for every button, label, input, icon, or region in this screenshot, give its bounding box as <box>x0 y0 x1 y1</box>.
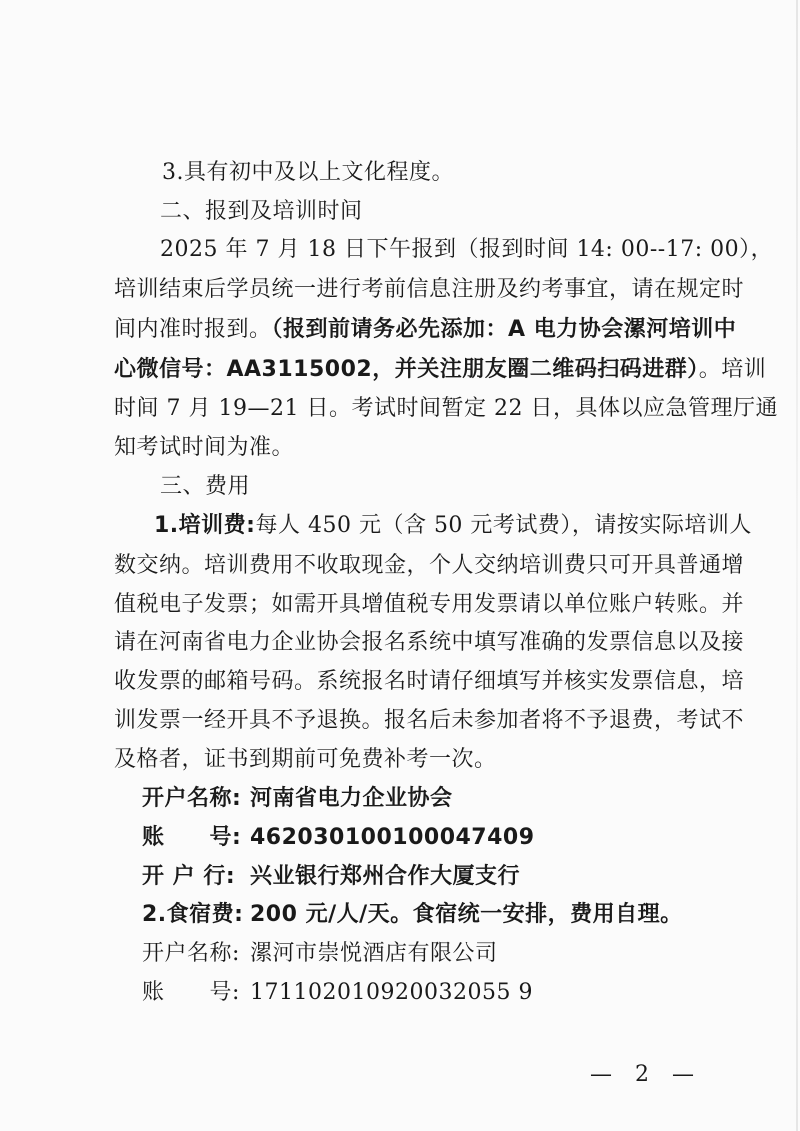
account1-number-label: 账 号: <box>142 825 242 850</box>
board-fee-value: 200 元/人/天。食宿统一安排，费用自理。 <box>250 902 683 927</box>
training-time-line: 时间 7 月 19—21 日。考试时间暂定 22 日，具体以应急管理厅通 <box>114 396 778 421</box>
account2-name-row <box>142 939 498 969</box>
account1-bank-label: 开 户 行: <box>142 864 236 889</box>
account2-name-value: 漯河市崇悦酒店有限公司 <box>250 941 498 966</box>
account1-number-value: 462030100100047409 <box>250 825 535 850</box>
training-fee-line-4: 请在河南省电力企业协会报名系统中填写准确的发票信息以及接 <box>114 630 745 655</box>
registration-paragraph-line-1: 2025 年 7 月 18 日下午报到（报到时间 14: 00--17: 00）， <box>160 237 774 262</box>
account1-bank-row <box>142 862 520 892</box>
board-fee-row <box>142 900 683 930</box>
account1-name-value: 河南省电力企业协会 <box>250 786 453 811</box>
registration-text-normal: 。培训 <box>698 357 767 382</box>
account2-name-label: 开户名称: <box>142 941 240 966</box>
section-heading-registration: 二、报到及培训时间 <box>160 199 363 224</box>
training-fee-line-7: 及格者，证书到期前可免费补考一次。 <box>114 747 497 772</box>
registration-paragraph-line-2: 培训结束后学员统一进行考前信息注册及约考事宜，请在规定时 <box>114 277 745 302</box>
account2-number-label: 账 号: <box>142 980 240 1005</box>
scan-edge-shadow <box>796 0 798 1131</box>
training-fee-label: 1.培训费: <box>154 513 256 538</box>
account1-number-row <box>142 823 535 853</box>
training-fee-line-3: 值税电子发票；如需开具增值税专用发票请以单位账户转账。并 <box>114 592 745 617</box>
account2-number-value: 171102010920032055 9 <box>250 980 533 1005</box>
account1-name-label: 开户名称: <box>142 786 242 811</box>
section-heading-fees: 三、费用 <box>160 474 251 499</box>
training-fee-line-6: 训发票一经开具不予退换。报名后未参加者将不予退费，考试不 <box>114 708 745 733</box>
registration-notice-bold: （报到前请务必先添加：A 电力协会漯河培训中 <box>271 317 737 342</box>
requirement-item-3: 3.具有初中及以上文化程度。 <box>162 160 454 185</box>
training-fee-line-1 <box>154 511 752 541</box>
wechat-notice-bold: 心微信号：AA3115002，并关注朋友圈二维码扫码进群） <box>114 357 699 382</box>
exam-time-line: 知考试时间为准。 <box>114 435 295 460</box>
page-number: — 2 — <box>590 1062 702 1087</box>
training-fee-line-5: 收发票的邮箱号码。系统报名时请仔细填写并核实发票信息，培 <box>114 669 745 694</box>
account1-name-row <box>142 784 453 814</box>
account2-number-row <box>142 978 533 1008</box>
registration-paragraph-line-4 <box>114 355 766 385</box>
registration-paragraph-line-3 <box>114 315 736 345</box>
board-fee-label: 2.食宿费: <box>142 902 244 927</box>
account1-bank-value: 兴业银行郑州合作大厦支行 <box>250 864 521 889</box>
registration-text-normal: 间内准时报到。 <box>114 317 272 342</box>
training-fee-line-2: 数交纳。培训费用不收取现金，个人交纳培训费只可开具普通增 <box>114 553 745 578</box>
training-fee-text: 每人 450 元（含 50 元考试费），请按实际培训人 <box>255 513 752 538</box>
